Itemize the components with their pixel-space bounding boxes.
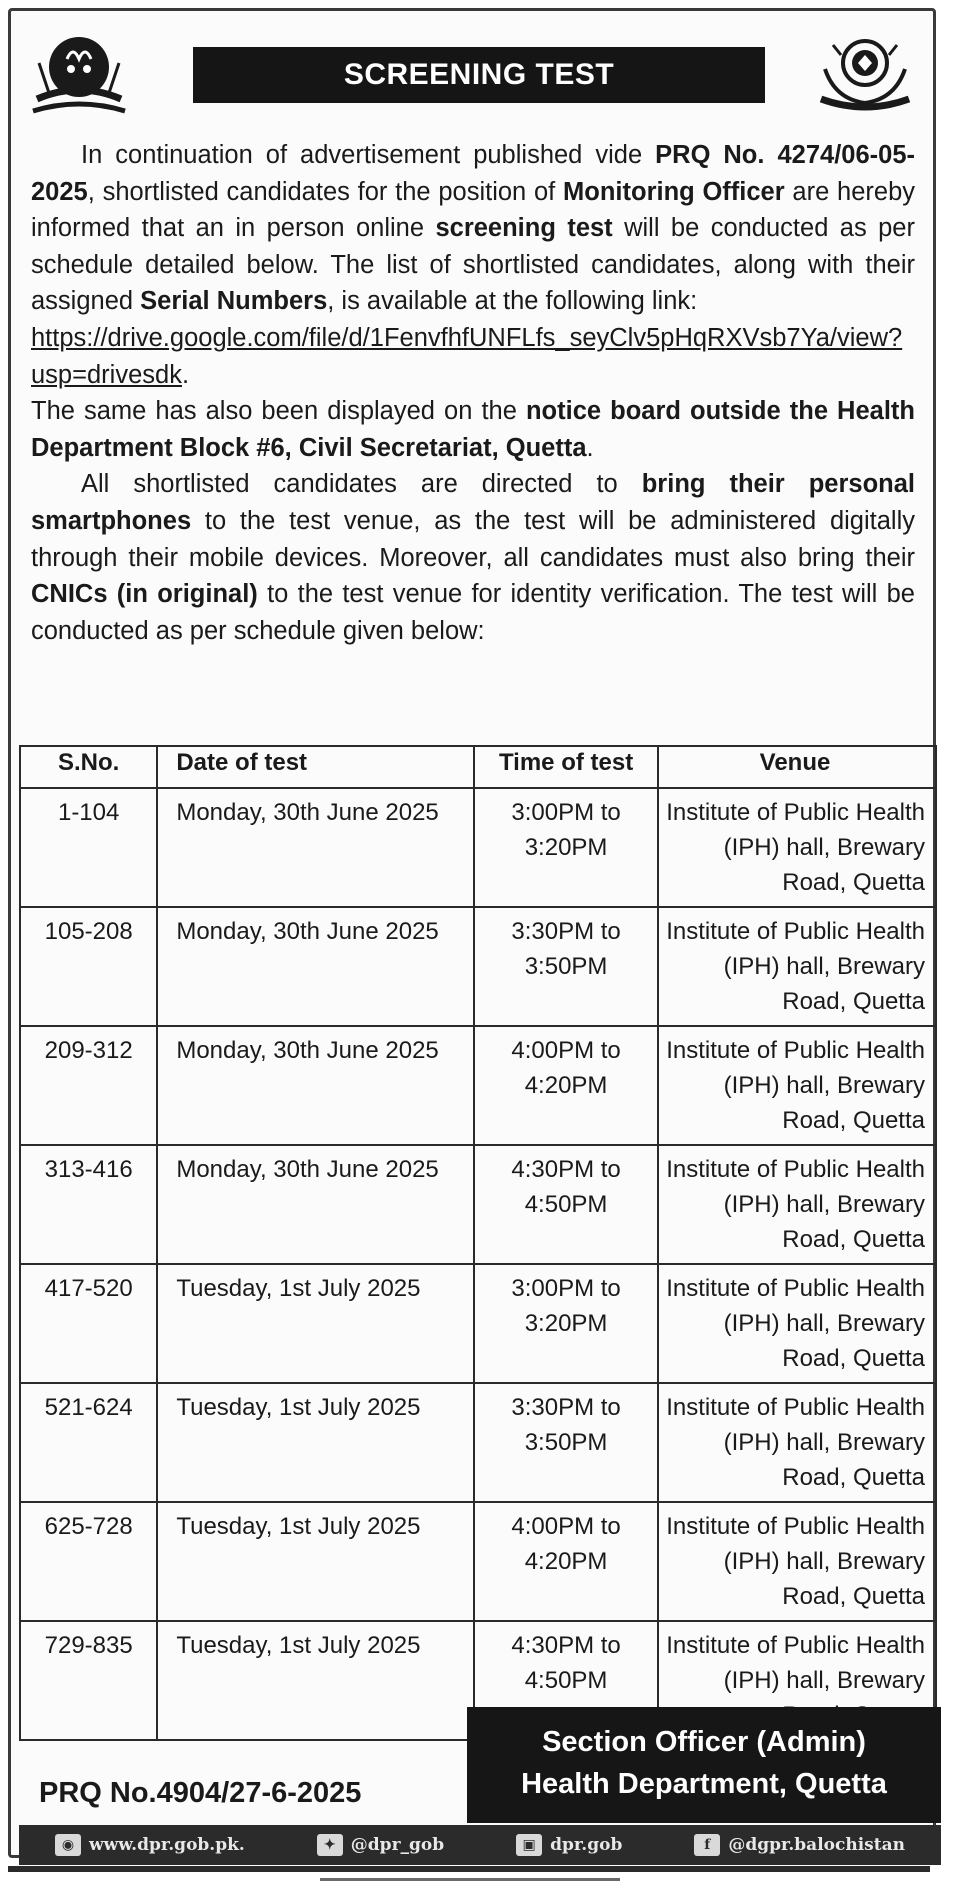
table-row — [20, 1502, 936, 1621]
table-row — [20, 1026, 936, 1145]
globe-icon: ◉ — [55, 1834, 81, 1856]
cell-sno: 105-208 — [20, 907, 157, 1026]
table-row — [20, 907, 936, 1026]
balochistan-emblem-logo — [29, 29, 129, 119]
cell-sno: 417-520 — [20, 1264, 157, 1383]
cell-date: Tuesday, 1st July 2025 — [157, 1383, 474, 1502]
footer-website[interactable] — [55, 1834, 245, 1856]
candidate-list-link[interactable]: https://drive.google.com/file/d/1FenvfhfUNFLfs_seyClv5pHqRXVsb7Ya/view?usp=drivesdk — [31, 323, 903, 389]
instructions-paragraph — [31, 466, 915, 649]
cell-date: Monday, 30th June 2025 — [157, 907, 474, 1026]
signature-department: Health Department, Quetta — [521, 1768, 887, 1800]
cell-venue: Institute of Public Health (IPH) hall, Brewary Road, Quetta — [658, 1383, 936, 1502]
cell-time: 3:00PM to 3:20PM — [474, 788, 658, 907]
screening-test-phrase: screening test — [435, 214, 613, 243]
website-text: www.dpr.gob.pk. — [88, 1835, 245, 1855]
intro-text-4: will be conducted as per schedule detailed below. The list of shortlisted candidates, along with their assigned — [31, 214, 915, 316]
serial-numbers-phrase: Serial Numbers — [140, 287, 328, 316]
cell-venue: Institute of Public Health (IPH) hall, Brewary Road, Quetta — [658, 907, 936, 1026]
cell-sno: 625-728 — [20, 1502, 157, 1621]
intro-text-3: are hereby informed that an in person online — [31, 177, 916, 243]
schedule-table — [19, 745, 937, 1741]
notice-body — [31, 137, 915, 649]
table-row — [20, 1383, 936, 1502]
cell-time: 3:30PM to 3:50PM — [474, 907, 658, 1026]
intro-text-5: , is available at the following link: — [327, 287, 698, 316]
cell-date: Monday, 30th June 2025 — [157, 1026, 474, 1145]
facebook-handle: @dgpr.balochistan — [728, 1835, 905, 1855]
notice-text-2: . — [586, 433, 594, 462]
header-time: Time of test — [474, 746, 658, 788]
cell-date: Tuesday, 1st July 2025 — [157, 1264, 474, 1383]
instruction-text-3: to the test venue for identity verification. The test will be conducted as per schedule given below: — [31, 580, 915, 645]
intro-text-1: In continuation of advertisement published vide — [81, 141, 656, 169]
header-sno: S.No. — [20, 746, 157, 788]
advertisement-frame — [8, 8, 936, 1858]
intro-text-2: , shortlisted candidates for the position of — [87, 177, 564, 206]
health-department-emblem-logo — [815, 29, 915, 119]
header-venue: Venue — [658, 746, 936, 788]
footer-twitter[interactable] — [317, 1834, 444, 1856]
instruction-text-1: All shortlisted candidates are directed to — [81, 470, 642, 499]
cell-time: 3:30PM to 3:50PM — [474, 1383, 658, 1502]
cell-time: 4:30PM to 4:50PM — [474, 1145, 658, 1264]
notice-text-1: The same has also been displayed on the — [31, 397, 526, 426]
twitter-handle: @dpr_gob — [350, 1835, 445, 1855]
instagram-icon: ▣ — [516, 1834, 542, 1856]
prq-reference: PRQ No. 4274/06-05-2025 — [31, 141, 915, 206]
cell-venue: Institute of Public Health (IPH) hall, Brewary Road, Quetta — [658, 788, 936, 907]
facebook-icon: f — [694, 1834, 720, 1856]
cell-venue: Institute of Public Health (IPH) hall, Brewary Road, Quetta — [658, 1502, 936, 1621]
link-suffix: . — [181, 360, 190, 389]
intro-paragraph — [31, 137, 915, 320]
cell-time: 4:00PM to 4:20PM — [474, 1502, 658, 1621]
notice-board-location: notice board outside the Health Department Block #6, Civil Secretariat, Quetta — [31, 397, 915, 462]
cell-sno: 1-104 — [20, 788, 157, 907]
cell-sno: 729-835 — [20, 1621, 157, 1740]
signature-title: Section Officer (Admin) — [542, 1726, 866, 1758]
cell-date: Monday, 30th June 2025 — [157, 1145, 474, 1264]
instagram-handle: dpr.gob — [550, 1835, 623, 1855]
table-row — [20, 788, 936, 907]
cell-date: Tuesday, 1st July 2025 — [157, 1621, 474, 1740]
table-row — [20, 1145, 936, 1264]
instruction-text-2: to the test venue, as the test will be administered digitally through their mobile devices. Moreover, all candidates must also bring their — [31, 506, 915, 572]
cell-venue: Institute of Public Health (IPH) hall, Brewary Road, Quetta — [658, 1264, 936, 1383]
smartphones-phrase: bring their personal smartphones — [31, 470, 916, 535]
position-name: Monitoring Officer — [563, 177, 785, 206]
cell-venue: Institute of Public Health (IPH) hall, Brewary Road, Quetta — [658, 1145, 936, 1264]
notice-board-paragraph — [31, 393, 915, 466]
link-paragraph — [31, 320, 915, 393]
cell-time: 4:00PM to 4:20PM — [474, 1026, 658, 1145]
cell-sno: 521-624 — [20, 1383, 157, 1502]
bottom-divider-thin — [320, 1878, 620, 1881]
cell-sno: 313-416 — [20, 1145, 157, 1264]
table-header-row — [20, 746, 936, 788]
cell-time: 3:00PM to 3:20PM — [474, 1264, 658, 1383]
table-row — [20, 1264, 936, 1383]
footer-facebook[interactable] — [694, 1834, 905, 1856]
social-footer — [19, 1825, 941, 1865]
twitter-icon: ✦ — [317, 1834, 343, 1856]
signature-block — [467, 1707, 941, 1823]
cell-venue: Institute of Public Health (IPH) hall, Brewary Road, Quetta — [658, 1026, 936, 1145]
header-date: Date of test — [157, 746, 474, 788]
cell-date: Monday, 30th June 2025 — [157, 788, 474, 907]
cnic-phrase: CNICs (in original) — [31, 580, 258, 609]
cell-time: 4:30PM to 4:50PM — [474, 1621, 658, 1740]
bottom-divider — [8, 1866, 930, 1872]
cell-venue: Institute of Public Health (IPH) hall, Brewary — [658, 1621, 936, 1740]
footer-instagram[interactable] — [516, 1834, 622, 1856]
cell-sno: 209-312 — [20, 1026, 157, 1145]
page-title: SCREENING TEST — [193, 47, 765, 103]
cell-date: Tuesday, 1st July 2025 — [157, 1502, 474, 1621]
prq-number: PRQ No.4904/27-6-2025 — [39, 1777, 362, 1809]
